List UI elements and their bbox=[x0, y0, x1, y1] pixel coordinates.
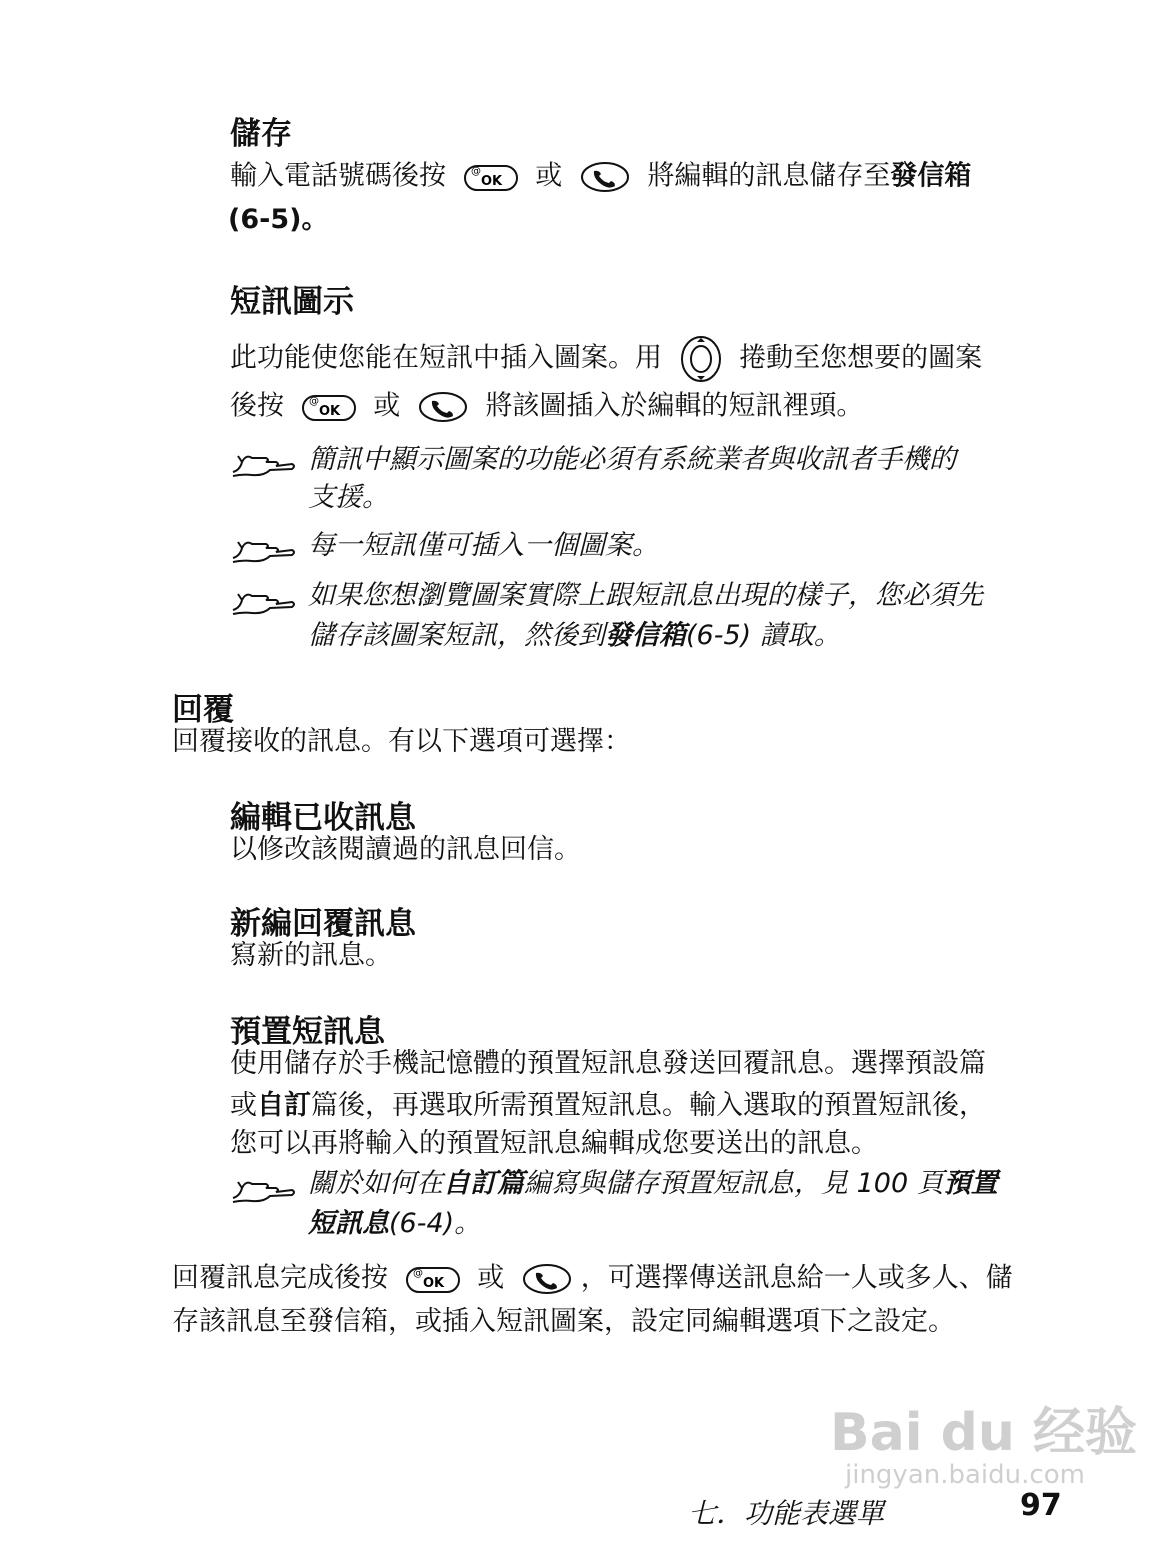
save-line-1 bbox=[230, 160, 971, 194]
preset-note-line-1 bbox=[308, 1168, 998, 1200]
after-text-a: 回覆訊息完成後按 bbox=[172, 1262, 388, 1294]
save-text-b: 將編輯的訊息儲存至 bbox=[647, 160, 891, 192]
svg-text:OK: OK bbox=[318, 404, 340, 419]
save-heading: 儲存 bbox=[230, 116, 292, 152]
svg-text:@: @ bbox=[470, 166, 481, 177]
preset-line-1: 使用儲存於手機記憶體的預置短訊息發送回覆訊息。選擇預設篇 bbox=[230, 1048, 986, 1079]
preset-note-line-2 bbox=[308, 1208, 481, 1240]
note-1-line-2: 支援。 bbox=[308, 482, 389, 513]
new-reply-desc: 寫新的訊息。 bbox=[230, 940, 392, 971]
note-3-line-2 bbox=[308, 620, 841, 652]
ok-key-icon bbox=[463, 160, 519, 194]
after-text-b: ，可選擇傳送訊息給一人或多人、儲 bbox=[580, 1262, 1013, 1294]
preset-label-b: 短訊息 bbox=[308, 1208, 389, 1239]
reply-heading: 回覆 bbox=[172, 692, 234, 728]
preset-note-text-c: (6-4)。 bbox=[389, 1208, 482, 1239]
preset-label-a: 預置 bbox=[943, 1168, 998, 1199]
custom-label: 自訂 bbox=[257, 1090, 311, 1121]
sms-icon-text-c: 後按 bbox=[230, 390, 284, 422]
note-3-text-a: 儲存該圖案短訊，然後到 bbox=[308, 620, 605, 651]
save-text-a: 輸入電話號碼後按 bbox=[230, 160, 446, 192]
ok-key-icon bbox=[301, 390, 357, 424]
svg-text:@: @ bbox=[412, 1268, 423, 1279]
preset-text-a: 或 bbox=[230, 1090, 257, 1121]
pointing-hand-icon bbox=[230, 586, 298, 616]
reply-desc: 回覆接收的訊息。有以下選項可選擇： bbox=[172, 726, 631, 757]
new-reply-heading: 新編回覆訊息 bbox=[230, 906, 416, 942]
note-3-line-1: 如果您想瀏覽圖案實際上跟短訊息出現的樣子，您必須先 bbox=[308, 580, 983, 611]
edit-received-desc: 以修改該閱讀過的訊息回信。 bbox=[230, 834, 581, 865]
svg-text:@: @ bbox=[308, 396, 319, 407]
note-3-text-b: (6-5) 讀取。 bbox=[686, 620, 841, 651]
send-key-icon bbox=[521, 1262, 573, 1296]
send-key-icon bbox=[417, 390, 469, 424]
pointing-hand-icon bbox=[230, 448, 298, 478]
svg-text:OK: OK bbox=[422, 1276, 444, 1291]
edit-received-heading: 編輯已收訊息 bbox=[230, 800, 416, 836]
note-1-line-1: 簡訊中顯示圖案的功能必須有系統業者與收訊者手機的 bbox=[308, 444, 956, 475]
preset-line-3: 您可以再將輸入的預置短訊息編輯成您要送出的訊息。 bbox=[230, 1128, 878, 1159]
sms-icon-line-1 bbox=[230, 334, 982, 384]
save-line-2: (6-5)。 bbox=[228, 204, 329, 235]
sms-icon-text-b: 捲動至您想要的圖案 bbox=[739, 342, 983, 374]
watermark-url: jingyan.baidu.com bbox=[845, 1460, 1085, 1490]
outbox-label: 發信箱 bbox=[890, 160, 972, 192]
watermark-logo: Bai du 经验 bbox=[830, 1403, 1137, 1463]
custom-section-label: 自訂篇 bbox=[443, 1168, 524, 1199]
after-line-1 bbox=[172, 1262, 1013, 1296]
sms-icon-line-2 bbox=[230, 390, 863, 424]
page-number: 97 bbox=[1020, 1488, 1062, 1523]
preset-text-b: 篇後，再選取所需預置短訊息。輸入選取的預置短訊後， bbox=[311, 1090, 986, 1121]
preset-heading: 預置短訊息 bbox=[230, 1014, 385, 1050]
sms-icon-text-d: 將該圖插入於編輯的短訊裡頭。 bbox=[485, 390, 864, 422]
scroll-key-icon bbox=[679, 334, 723, 384]
preset-note-text-b: 編寫與儲存預置短訊息，見 100 頁 bbox=[524, 1168, 944, 1199]
or-text: 或 bbox=[535, 160, 563, 192]
outbox-label: 發信箱 bbox=[605, 620, 686, 651]
or-text: 或 bbox=[477, 1262, 505, 1294]
preset-line-2 bbox=[230, 1090, 986, 1122]
after-line-2: 存該訊息至發信箱，或插入短訊圖案，設定同編輯選項下之設定。 bbox=[172, 1306, 955, 1337]
svg-text:OK: OK bbox=[480, 174, 502, 189]
chapter-title: 七．功能表選單 bbox=[688, 1497, 885, 1530]
pointing-hand-icon bbox=[230, 534, 298, 564]
preset-note-text-a: 關於如何在 bbox=[308, 1168, 443, 1199]
send-key-icon bbox=[579, 160, 631, 194]
sms-icon-heading: 短訊圖示 bbox=[230, 284, 354, 320]
or-text: 或 bbox=[373, 390, 401, 422]
note-2: 每一短訊僅可插入一個圖案。 bbox=[308, 530, 659, 561]
ok-key-icon bbox=[405, 1262, 461, 1296]
sms-icon-text-a: 此功能使您能在短訊中插入圖案。用 bbox=[230, 342, 662, 374]
pointing-hand-icon bbox=[230, 1174, 298, 1204]
